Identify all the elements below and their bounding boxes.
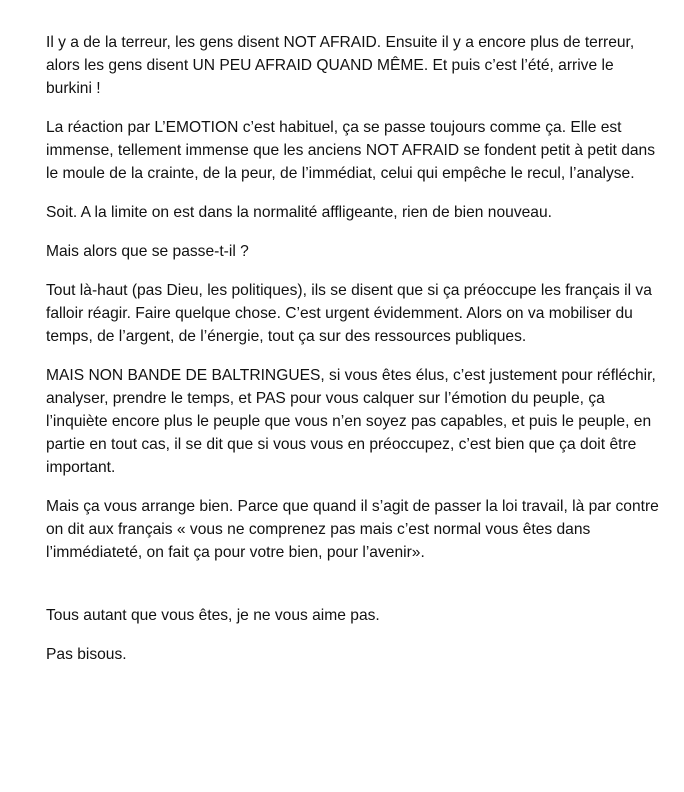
paragraph-politiques: Tout là-haut (pas Dieu, les politiques), ils se disent que si ça préoccupe les français il va falloir réagir. Faire quelque chose. C’est urgent évidemment. Alors on va mobiliser du temps, de l’argent, de l’énergie, tout ça sur des ressources publiques.	[46, 282, 652, 345]
paragraph-pas-bisous: Pas bisous.	[46, 646, 127, 663]
paragraph-je-ne-vous-aime-pas: Tous autant que vous êtes, je ne vous aime pas.	[46, 607, 380, 624]
paragraph-emotion: La réaction par L’EMOTION c’est habituel, ça se passe toujours comme ça. Elle est immense, tellement immense que les anciens NOT AFRAID se fondent petit à petit dans le moule de la crainte, de la peur, de l’immédiat, celui qui empêche le recul, l’analyse.	[46, 119, 656, 182]
paragraph-loi-travail: Mais ça vous arrange bien. Parce que quand il s’agit de passer la loi travail, là par contre on dit aux français « vous ne comprenez pas mais c’est normal vous êtes dans l’immédiateté, on fait ça pour votre bien, pour l’avenir».	[46, 498, 659, 561]
paragraph-question: Mais alors que se passe-t-il ?	[46, 243, 249, 260]
paragraph-terreur: Il y a de la terreur, les gens disent NOT AFRAID. Ensuite il y a encore plus de terreur, alors les gens disent UN PEU AFRAID QUAND MÊME. Et puis c’est l’été, arrive le burkini !	[46, 34, 635, 97]
paragraph-normalite: Soit. A la limite on est dans la normalité affligeante, rien de bien nouveau.	[46, 204, 552, 221]
document-page	[46, 31, 662, 682]
paragraph-baltringues: MAIS NON BANDE DE BALTRINGUES, si vous êtes élus, c’est justement pour réfléchir, analyser, prendre le temps, et PAS pour vous calquer sur l’émotion du peuple, ça l’inquiète encore plus le peuple que vous n’en soyez pas capables, et puis le peuple, en partie en tout cas, il se dit que si vous vous en préoccupez, c’est bien que ça doit être important.	[46, 367, 656, 476]
